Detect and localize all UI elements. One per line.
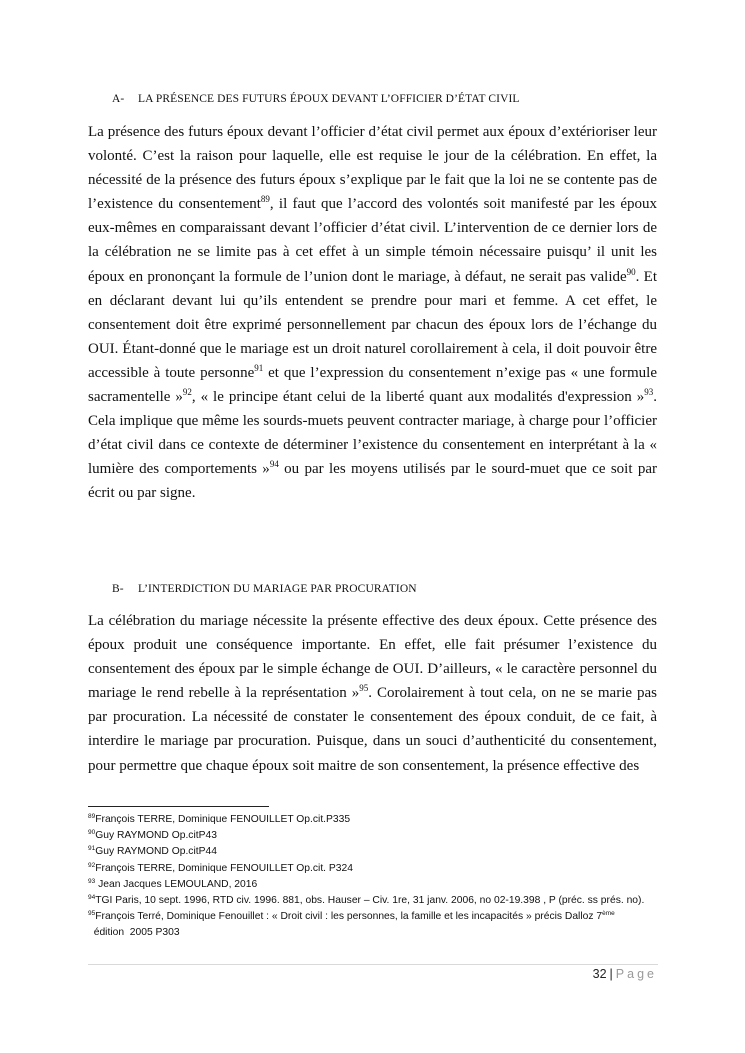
footnote-ref-89[interactable]: 89 (260, 194, 270, 205)
footer-rule (88, 964, 658, 965)
text-run: . Cela implique que même les sourds-muets peuvent contracter mariage, à charge pour l’officier d’état civil dans ce contexte de déterminer l’existence du consentement en interprétant à la « lumière des comportements » (88, 389, 657, 478)
footnote-92 (88, 861, 660, 877)
text-run: La présence des futurs époux devant l’officier d’état civil permet aux époux d’extérioriser leur volonté. C’est la raison pour laquelle, elle est requise le jour de la célébration. En effet, la nécessité de la présence des futurs époux s’explique par le fait que la loi ne se contente pas de l’existence du consentement (88, 124, 657, 213)
footnote-number: 94 (88, 894, 96, 902)
page-footer (593, 967, 657, 981)
footer-separator: | (609, 967, 613, 981)
footnote-95 (88, 909, 660, 941)
text-run: . Corolairement à tout cela, on ne se marie pas par procuration. La nécessité de constater le consentement des époux conduit, de ce fait, à interdire le mariage par procuration. Puisque, dans un souci d’authenticité du consentement, pour permettre que chaque époux soit maitre de son consentement, la présence effective des (88, 685, 657, 774)
footnote-text: Jean Jacques LEMOULAND, 2016 (95, 878, 258, 890)
footnote-text: Guy RAYMOND Op.citP43 (95, 830, 217, 842)
footnote-text: François Terré, Dominique Fenouillet : « Droit civil : les personnes, la famille et les incapacités » précis Dalloz 7 (95, 911, 603, 923)
section-b-heading (112, 583, 417, 595)
footnote-89 (88, 812, 660, 828)
text-run: . Et en déclarant devant lui qu’ils entendent se prendre pour mari et femme. A cet effet, le consentement doit être exprimé personnellement par chacun des époux lors de l’échange du OUI. Étant-donné que le mariage est un droit naturel corollairement à cela, il doit pouvoir être accessible à toute personne (88, 268, 657, 381)
footnote-number: 95 (88, 910, 96, 918)
footnote-text: édition 2005 P303 (88, 927, 180, 939)
footnote-number: 92 (88, 861, 96, 869)
text-run: La célébration du mariage nécessite la présente effective des deux époux. Cette présence des époux produit une conséquence importante. En effet, elle fait présumer l’existence du consentement des époux par le simple échange de OUI. D’ailleurs, « le caractère personnel du mariage le rend rebelle à la représentation » (88, 613, 657, 702)
footnote-text: Guy RAYMOND Op.citP44 (95, 846, 217, 858)
text-run: et que l’expression du consentement n’exige pas « une formule sacramentelle » (88, 364, 657, 406)
footnote-superscript: ème (602, 910, 615, 918)
footnote-number: 90 (88, 829, 96, 837)
footnote-93 (88, 877, 660, 893)
footnote-number: 89 (88, 813, 96, 820)
footnotes (88, 812, 660, 942)
footnote-ref-92[interactable]: 92 (182, 387, 192, 398)
footnote-ref-91[interactable]: 91 (254, 362, 264, 373)
footnote-ref-93[interactable]: 93 (644, 387, 654, 398)
section-b-number: B- (112, 583, 124, 595)
section-b-paragraph (88, 609, 657, 778)
section-a-heading (112, 93, 520, 105)
page-number: 32 (592, 967, 607, 981)
footnote-94 (88, 893, 660, 909)
footnote-number: 91 (88, 845, 96, 853)
footnote-number: 93 (88, 877, 96, 885)
text-run: , il faut que l’accord des volontés soit manifesté par les époux eux-mêmes en comparaissant devant l’officier d’état civil. L’intervention de ce dernier lors de la célébration ne se limite pas à cet effet à un simple témoin nécessaire puisqu’ il unit les époux en prononçant la formule de l’union dont le mariage, à défaut, ne serait pas valide (88, 196, 657, 285)
section-a-paragraph (88, 120, 657, 506)
footnote-91 (88, 844, 660, 860)
section-b-title: L’INTERDICTION DU MARIAGE PAR PROCURATION (138, 583, 417, 595)
section-a-number: A- (112, 93, 125, 105)
section-a-title: LA PRÉSENCE DES FUTURS ÉPOUX DEVANT L’OFFICIER D’ÉTAT CIVIL (138, 93, 520, 105)
footnote-ref-95[interactable]: 95 (359, 683, 369, 694)
footnote-ref-94[interactable]: 94 (269, 459, 279, 470)
text-run: ou par les moyens utilisés par le sourd-muet que ce soit par écrit ou par signe. (88, 461, 657, 502)
page-label: Page (615, 967, 657, 981)
text-run: , « le principe étant celui de la liberté quant aux modalités d'expression » (191, 389, 645, 406)
footnote-90 (88, 828, 660, 844)
footnote-text: TGI Paris, 10 sept. 1996, RTD civ. 1996. 881, obs. Hauser – Civ. 1re, 31 janv. 2006, no 02-19.398 , P (préc. ss prés. no). (95, 895, 645, 907)
footnote-text: François TERRE, Dominique FENOUILLET Op.cit. P324 (95, 862, 353, 874)
footnote-text: François TERRE, Dominique FENOUILLET Op.cit.P335 (95, 814, 351, 825)
footnote-separator (88, 806, 269, 807)
footnote-ref-90[interactable]: 90 (626, 266, 636, 277)
